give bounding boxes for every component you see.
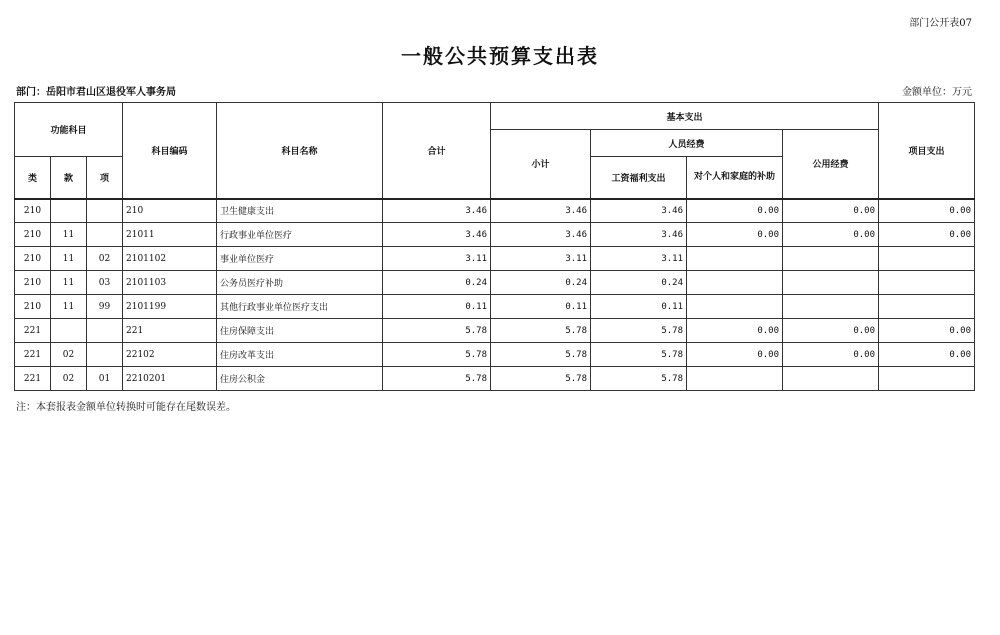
subject-code-cell: 21011	[123, 223, 217, 247]
item-header: 项	[87, 157, 123, 199]
table-row	[15, 319, 975, 343]
table-row	[15, 247, 975, 271]
subject-name-header: 科目名称	[217, 103, 383, 199]
public-funds-header: 公用经费	[783, 130, 879, 199]
subtotal-cell: 3.46	[491, 199, 591, 223]
individual-family-cell	[687, 295, 783, 319]
personnel-header: 人员经费	[591, 130, 783, 157]
department-label: 部门：岳阳市君山区退役军人事务局	[16, 87, 176, 98]
individual-family-cell	[687, 247, 783, 271]
salary-welfare-cell: 3.11	[591, 247, 687, 271]
public-funds-cell	[783, 295, 879, 319]
total-cell: 3.46	[383, 223, 491, 247]
subject-code-cell: 2101103	[123, 271, 217, 295]
subject-name-cell: 住房公积金	[217, 367, 383, 391]
subtotal-header: 小计	[491, 130, 591, 199]
total-cell: 3.11	[383, 247, 491, 271]
table-body	[15, 199, 975, 391]
salary-welfare-cell: 3.46	[591, 223, 687, 247]
section-cell: 11	[51, 295, 87, 319]
table-row	[15, 223, 975, 247]
individual-family-cell: 0.00	[687, 199, 783, 223]
item-cell	[87, 319, 123, 343]
class-cell: 210	[15, 295, 51, 319]
total-cell: 0.11	[383, 295, 491, 319]
project-expenditure-cell: 0.00	[879, 223, 975, 247]
subject-code-cell: 2210201	[123, 367, 217, 391]
total-cell: 5.78	[383, 319, 491, 343]
individual-family-header: 对个人和家庭的补助	[687, 157, 783, 199]
individual-family-cell: 0.00	[687, 343, 783, 367]
budget-table	[14, 102, 975, 391]
public-funds-cell	[783, 247, 879, 271]
salary-welfare-header: 工资福利支出	[591, 157, 687, 199]
subtotal-cell: 0.24	[491, 271, 591, 295]
item-cell: 03	[87, 271, 123, 295]
subtotal-cell: 0.11	[491, 295, 591, 319]
section-cell: 02	[51, 367, 87, 391]
section-cell: 11	[51, 271, 87, 295]
table-row	[15, 295, 975, 319]
subject-name-cell: 住房保障支出	[217, 319, 383, 343]
project-expenditure-header: 项目支出	[879, 103, 975, 199]
class-header: 类	[15, 157, 51, 199]
subject-name-cell: 行政事业单位医疗	[217, 223, 383, 247]
subject-name-cell: 事业单位医疗	[217, 247, 383, 271]
section-cell	[51, 319, 87, 343]
total-cell: 5.78	[383, 367, 491, 391]
project-expenditure-cell	[879, 247, 975, 271]
subject-code-cell: 210	[123, 199, 217, 223]
basic-expenditure-header: 基本支出	[491, 103, 879, 130]
public-funds-cell: 0.00	[783, 343, 879, 367]
project-expenditure-cell	[879, 367, 975, 391]
subject-name-cell: 其他行政事业单位医疗支出	[217, 295, 383, 319]
salary-welfare-cell: 0.24	[591, 271, 687, 295]
individual-family-cell	[687, 271, 783, 295]
salary-welfare-cell: 5.78	[591, 319, 687, 343]
individual-family-cell: 0.00	[687, 223, 783, 247]
subject-code-cell: 22102	[123, 343, 217, 367]
individual-family-cell: 0.00	[687, 319, 783, 343]
subject-name-cell: 公务员医疗补助	[217, 271, 383, 295]
project-expenditure-cell: 0.00	[879, 319, 975, 343]
function-subject-header: 功能科目	[15, 103, 123, 157]
public-funds-cell: 0.00	[783, 319, 879, 343]
table-row	[15, 343, 975, 367]
class-cell: 221	[15, 319, 51, 343]
salary-welfare-cell: 3.46	[591, 199, 687, 223]
table-header	[15, 103, 975, 199]
section-cell: 11	[51, 223, 87, 247]
subject-code-cell: 2101199	[123, 295, 217, 319]
table-row	[15, 367, 975, 391]
class-cell: 210	[15, 223, 51, 247]
individual-family-cell	[687, 367, 783, 391]
subtotal-cell: 3.46	[491, 223, 591, 247]
subtotal-cell: 5.78	[491, 319, 591, 343]
section-cell: 02	[51, 343, 87, 367]
subtotal-cell: 5.78	[491, 367, 591, 391]
public-funds-cell	[783, 367, 879, 391]
class-cell: 210	[15, 199, 51, 223]
public-funds-cell: 0.00	[783, 199, 879, 223]
salary-welfare-cell: 0.11	[591, 295, 687, 319]
public-funds-cell	[783, 271, 879, 295]
item-cell: 02	[87, 247, 123, 271]
salary-welfare-cell: 5.78	[591, 343, 687, 367]
table-row	[15, 199, 975, 223]
total-cell: 5.78	[383, 343, 491, 367]
salary-welfare-cell: 5.78	[591, 367, 687, 391]
class-cell: 221	[15, 343, 51, 367]
item-cell	[87, 223, 123, 247]
subject-code-cell: 221	[123, 319, 217, 343]
section-header: 款	[51, 157, 87, 199]
total-cell: 3.46	[383, 199, 491, 223]
class-cell: 210	[15, 247, 51, 271]
section-cell: 11	[51, 247, 87, 271]
item-cell: 99	[87, 295, 123, 319]
footnote: 注：本套报表金额单位转换时可能存在尾数误差。	[16, 402, 236, 413]
total-header: 合计	[383, 103, 491, 199]
subtotal-cell: 3.11	[491, 247, 591, 271]
item-cell: 01	[87, 367, 123, 391]
page-code: 部门公开表07	[909, 18, 972, 29]
subject-code-header: 科目编码	[123, 103, 217, 199]
page-title: 一般公共预算支出表	[401, 44, 599, 68]
subject-name-cell: 卫生健康支出	[217, 199, 383, 223]
project-expenditure-cell: 0.00	[879, 199, 975, 223]
class-cell: 210	[15, 271, 51, 295]
table-row	[15, 271, 975, 295]
item-cell	[87, 343, 123, 367]
public-funds-cell: 0.00	[783, 223, 879, 247]
subject-name-cell: 住房改革支出	[217, 343, 383, 367]
subject-code-cell: 2101102	[123, 247, 217, 271]
project-expenditure-cell	[879, 271, 975, 295]
project-expenditure-cell	[879, 295, 975, 319]
unit-label: 金额单位：万元	[902, 87, 972, 98]
subtotal-cell: 5.78	[491, 343, 591, 367]
class-cell: 221	[15, 367, 51, 391]
section-cell	[51, 199, 87, 223]
total-cell: 0.24	[383, 271, 491, 295]
project-expenditure-cell: 0.00	[879, 343, 975, 367]
item-cell	[87, 199, 123, 223]
